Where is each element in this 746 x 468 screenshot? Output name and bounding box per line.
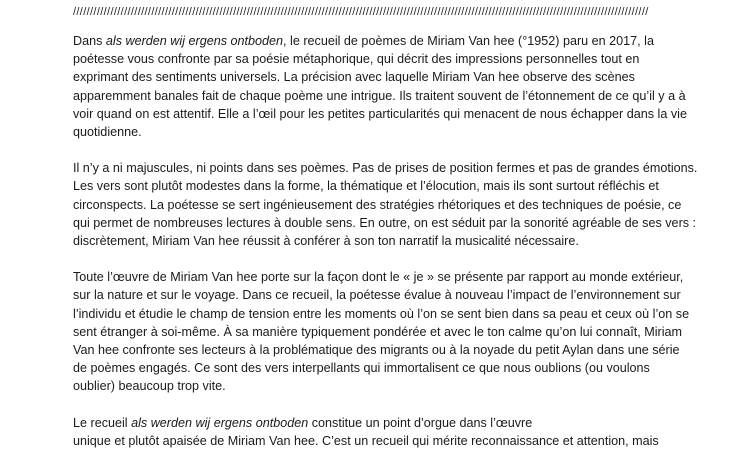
paragraph-intro	[73, 32, 705, 141]
paragraph-conclusion	[73, 414, 705, 450]
text-line: qui permet de nombreuses lectures à double sens. En outre, on est séduit par la sonorité agréable de ses vers :	[73, 215, 697, 230]
text-line: Il n’y a ni majuscules, ni points dans ses poèmes. Pas de prises de position fermes et pas de grandes émotions.	[73, 161, 698, 176]
book-title: als werden wij ergens ontboden	[105, 34, 284, 48]
text-line: Van hee confronte ses lecteurs à la problématique des migrants ou à la noyade du petit Aylan dans une série	[73, 343, 680, 358]
text-line: sent étranger à soi-même. À sa manière typiquement pondérée et avec le ton calme qu’on lui connaît, Miriam	[73, 324, 683, 339]
text-line: discrètement, Miriam Van hee réussit à conférer à son ton narratif la musicalité nécessaire.	[73, 234, 579, 249]
text-line: exprimant des sentiments universels. La précision avec laquelle Miriam Van hee observe des scènes	[73, 70, 635, 85]
text-line: Dans als werden wij ergens ontboden, le recueil de poèmes de Miriam Van hee (°1952) paru en 2017, la	[73, 34, 654, 48]
paragraph-style	[73, 159, 705, 250]
paragraph-themes	[73, 268, 705, 395]
text-line: quotidienne.	[73, 125, 142, 140]
book-title: als werden wij ergens ontboden	[131, 415, 309, 430]
separator-line: /////////////////////////////////////////////////////////////////////////////////////////////////////////////////////////////////////////////////////////////////////////	[73, 6, 649, 18]
text-line: Les vers sont plutôt modestes dans la forme, la thématique et l’élocution, mais ils sont surtout réfléchis et	[73, 179, 659, 194]
text-line: circonspects. La poétesse se sert ingénieusement des stratégies rhétoriques et des techniques de poésie, ce	[73, 197, 682, 212]
text-line: voir quand on est attentif. Elle a l’œil pour les petites particularités qui menacent de nous échapper dans la vie	[73, 106, 687, 121]
text-line: sur la nature et sur le voyage. Dans ce recueil, la poétesse évalue à nouveau l’impact de l’environnement sur	[73, 288, 681, 303]
text-line: Toute l’œuvre de Miriam Van hee porte sur la façon dont le « je » se présente par rapport au monde extérieur,	[73, 270, 684, 285]
text-line: apparemment banales fait de chaque poème une intrigue. Ils traitent souvent de l’étonnement de ce qu’il y a à	[73, 88, 686, 103]
text-line: Le recueil als werden wij ergens ontboden constitue un point d’orgue dans l’œuvre	[73, 415, 533, 430]
text-line: poétesse vous confronte par sa poésie métaphorique, qui décrit des impressions personnelles tout en	[73, 52, 640, 67]
text-line: l’individu et étudie le champ de tension entre les moments où l’on se sent bien dans sa peau et ceux où l’on se	[73, 306, 690, 321]
text-line: unique et plutôt apaisée de Miriam Van hee. C’est un recueil qui mérite reconnaissance et attention, mais	[73, 433, 659, 448]
text-line: oublier) beaucoup trop vite.	[73, 379, 226, 394]
text-line: de poèmes engagés. Ce sont des vers interpellants qui immortalisent ce que nous oublions (ou voulons	[73, 361, 650, 376]
document-page	[73, 6, 713, 468]
